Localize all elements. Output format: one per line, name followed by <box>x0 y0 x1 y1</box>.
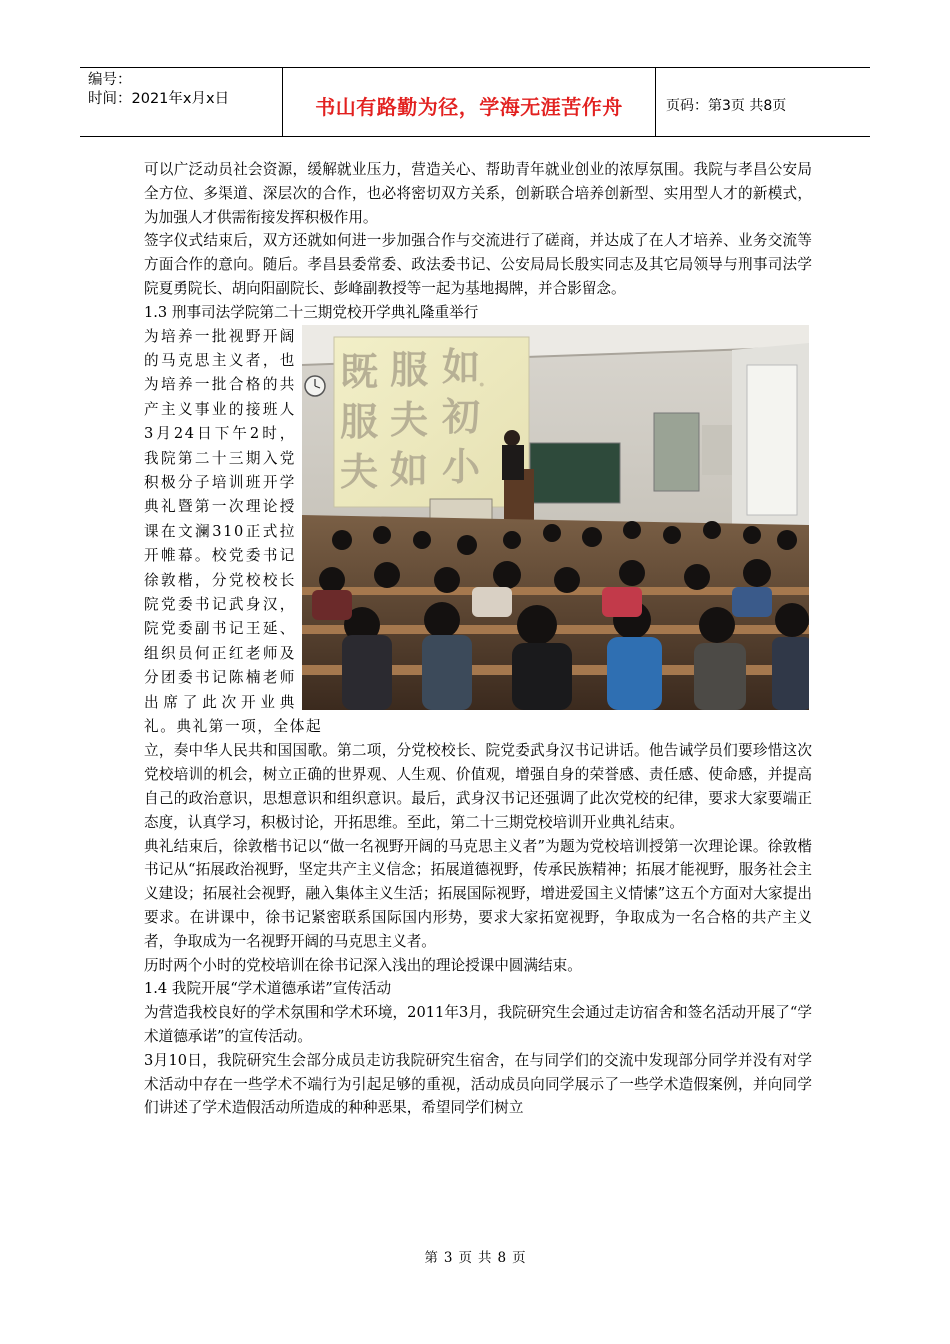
lecture-hall-photo <box>302 325 809 710</box>
paragraph: 历时两个小时的党校培训在徐书记深入浅出的理论授课中圆满结束。 <box>144 956 582 974</box>
svg-text:如: 如 <box>390 446 429 492</box>
paragraph: 典礼结束后，徐敦楷书记以“做一名视野开阔的马克思主义者”为题为党校培训授第一次理论课。徐敦楷书记从“拓展政治视野，坚定共产主义信念；拓展道德视野，传承民族精神；拓展才能视野，服务社会主义建设；拓展社会视野，融入集体主义生活；拓展国际视野，增进爱国主义情愫”这五个方面对大家提出要求。在讲课中，徐书记紧密联系国际国内形势，要求大家拓宽视野，争取成为一名合格的共产主义者，争取成为一名视野开阔的马克思主义者。 <box>144 837 812 950</box>
svg-text:既: 既 <box>340 348 379 394</box>
header-meta <box>80 68 283 136</box>
footer-page-number: 3 <box>443 1250 453 1266</box>
section-heading: 1.4 我院开展“学术道德承诺”宣传活动 <box>144 980 392 998</box>
header-motto: 书山有路勤为径，学海无涯苦作舟 <box>283 68 656 136</box>
paragraph: 为营造我校良好的学术氛围和学术环境，2011年3月，我院研究生会通过走访宿舍和签名活动开展了“学术道德承诺”的宣传活动。 <box>144 1004 812 1046</box>
svg-text:小: 小 <box>442 443 481 489</box>
svg-text:如: 如 <box>442 343 481 389</box>
svg-text:夫: 夫 <box>340 448 379 494</box>
svg-text:服: 服 <box>390 346 429 392</box>
header-page-info: 页码：第3页 共8页 <box>666 98 787 114</box>
paragraph: 签字仪式结束后，双方还就如何进一步加强合作与交流进行了磋商，并达成了在人才培养、业务交流等方面合作的意向。随后。孝昌县委常委、政法委书记、公安局局长殷实同志及其它局领导与刑事司法学院夏勇院长、胡向阳副院长、彭峰副教授等一起为基地揭牌，并合影留念。 <box>144 232 812 297</box>
page-footer: 第 3 页 共 8 页 <box>424 1250 526 1266</box>
svg-text:·: · <box>477 367 487 403</box>
section-heading: 1.3 刑事司法学院第二十三期党校开学典礼隆重举行 <box>144 303 479 321</box>
svg-text:夫: 夫 <box>390 396 429 442</box>
document-code-label: 编号： <box>88 72 132 88</box>
paragraph: 立，奏中华人民共和国国歌。第二项，分党校校长、院党委武身汉书记讲话。他告诫学员们要珍惜这次党校培训的机会，树立正确的世界观、人生观、价值观，增强自身的荣誉感、责任感、使命感，并提高自己的政治意识，思想意识和组织意识。最后，武身汉书记还强调了此次党校的纪律，要求大家要端正态度，认真学习，积极讨论，开拓思维。至此，第二十三期党校培训开业典礼结束。 <box>144 742 812 831</box>
paragraph: 可以广泛动员社会资源，缓解就业压力，营造关心、帮助青年就业创业的浓厚氛围。我院与孝昌公安局全方位、多渠道、深层次的合作，也必将密切双方关系，创新联合培养创新型、实用型人才的新模式，为加强人才供需衔接发挥积极作用。 <box>144 161 812 226</box>
footer-page-total: 8 <box>497 1250 507 1266</box>
paragraph: 3月10日，我院研究生会部分成员走访我院研究生宿舍，在与同学们的交流中发现部分同学并没有对学术活动中存在一些学术不端行为引起足够的重视，活动成员向同学展示了一些学术造假案例，并向同学们讲述了学术造假活动所造成的种种恶果，希望同学们树立 <box>144 1051 812 1117</box>
document-body <box>144 158 812 1120</box>
document-time: 时间：2021年x月x日 <box>88 91 230 107</box>
svg-text:服: 服 <box>340 398 379 444</box>
page-header <box>80 67 870 137</box>
paragraph-wrapped: 为培养一批视野开阔的马克思主义者，也为培养一批合格的共产主义事业的接班人3月24日下午2时，我院第二十三期入党积极分子培训班开学典礼暨第一次理论授课在文澜310正式拉开帷幕。校党委书记徐敦楷，分党校校长院党委书记武身汉，院党委副书记王延、组织员何正红老师及分团委书记陈楠老师出席了此次开业典礼。典礼第一项，全体起 <box>144 327 323 736</box>
svg-text:初: 初 <box>442 393 481 439</box>
